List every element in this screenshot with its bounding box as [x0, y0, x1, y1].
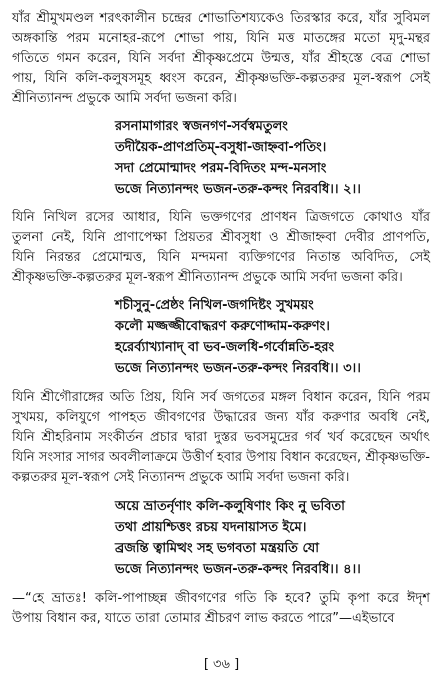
verse-line: ভজে নিত্যানন্দং ভজন-তরু-কন্দং নিরবধি।। ৩।। — [115, 361, 361, 376]
verse-line: কলৌ মজ্জজ্জীবোদ্ধরণ করুণোদ্দাম-করুণং। — [115, 319, 330, 334]
text-line: অঙ্গকান্তি পরম মনোহর-রূপে শোভা পায়, যিনি মত্ত মাতঙ্গের মতো মৃদু-মন্থর — [12, 31, 430, 46]
text-line: গতিতে গমন করেন, যিনি সর্বদা শ্রীকৃষ্ণপ্রেমে উন্মত্ত, যাঁর শ্রীহস্তে বেত্র শোভা — [12, 51, 430, 66]
verse-line: ভজে নিত্যানন্দং ভজন-তরু-কন্দং নিরবধি।। ২।। — [115, 182, 361, 197]
text-line: তুলনা নেই, যিনি প্রাণাপেক্ষা প্রিয়তর শ্রীবসুধা ও শ্রীজাহ্নবা দেবীর প্রাণপতি, — [12, 230, 430, 245]
text-line: সুখময়, কলিযুগে পাপহত জীবগণের উদ্ধারের জন্য যাঁর করুণার অবধি নেই, — [12, 410, 430, 425]
verse-line: ভজে নিত্যানন্দং ভজন-তরু-কন্দং নিরবধি।। ৪।। — [115, 562, 361, 577]
text-line: যাঁর শ্রীমুখমণ্ডল শরৎকালীন চন্দ্রের শোভাতিশয্যকেও তিরস্কার করে, যাঁর সুবিমল — [12, 11, 430, 26]
text-line: যিনি শ্রীগৌরাঙ্গের অতি প্রিয়, যিনি সর্ব জগতের মঙ্গল বিধান করেন, যিনি পরম — [12, 390, 430, 405]
verse-line: তদীয়ৈক-প্রাণপ্রতিম্-বসুধা-জাহ্নবা-পতিং। — [115, 140, 327, 155]
verse-line: অয়ে ভ্রাতর্নৃণাং কলি-কলুষিণাং কিং নু ভবিতা — [115, 499, 345, 514]
text-line: শ্রীনিত্যানন্দ প্রভুকে আমি সর্বদা ভজনা করি। — [12, 91, 237, 106]
text-line: কল্পতরুর মূল-স্বরূপ সেই নিত্যানন্দ প্রভুকে আমি সর্বদা ভজনা করি। — [12, 470, 350, 485]
verse-line: তথা প্রায়শ্চিত্তং রচয় যদনায়াসত ইমে। — [115, 520, 307, 535]
text-line: —“হে ভ্রাতঃ! কলি-পাপাচ্ছন্ন জীবগণের গতি কি হবে? তুমি কৃপা করে ঈদৃশ — [12, 591, 430, 606]
text-line: উপায় বিধান কর, যাতে তারা তোমার শ্রীচরণ লাভ করতে পারে”—এইভাবে — [12, 611, 395, 626]
page-number: [ ৩৬ ] — [203, 657, 240, 672]
text-line: যিনি নিখিল রসের আধার, যিনি ভক্তগণের প্রাণধন ত্রিজগতে কোথাও যাঁর — [12, 210, 430, 225]
text-line: যিনি নিরন্তর প্রেমোন্মত্ত, যিনি মন্দমনা ব্যক্তিগণের নিতান্ত অবিদিত, সেই — [12, 250, 430, 265]
verse-line: ব্রজন্তি ত্বামিত্থং সহ ভগবতা মন্ত্রয়তি যো — [115, 541, 319, 556]
verse-line: শচীসুনু-প্রেষ্ঠং নিখিল-জগদিষ্টং সুখময়ং — [115, 298, 314, 313]
verse-line: সদা প্রেমোন্মাদং পরম-বিদিতং মন্দ-মনসাং — [115, 161, 327, 176]
verse-line: হরের্ব্যাখ্যানাদ্ বা ভব-জলধি-গর্বোন্নতি-হরং — [115, 340, 335, 355]
verse-line: রসনামাগারং স্বজনগণ-সর্বস্বমতুলং — [115, 119, 288, 134]
text-line: শ্রীকৃষ্ণভক্তি-কল্পতরুর মূল-স্বরূপ শ্রীনিত্যানন্দ প্রভুকে আমি সর্বদা ভজনা করি। — [12, 270, 403, 285]
text-line: যিনি শ্রীহরিনাম সংকীর্তন প্রচার দ্বারা দুস্তর ভবসমুদ্রের গর্ব খর্ব করেছেন অর্থাৎ — [12, 430, 430, 445]
text-line: যিনি সংসার সাগর অবলীলাক্রমে উত্তীর্ণ হবার উপায় বিধান করেছেন, শ্রীকৃষ্ণভক্তি- — [12, 450, 430, 465]
text-line: পায়, যিনি কলি-কলুষসমূহ ধ্বংস করেন, শ্রীকৃষ্ণভক্তি-কল্পতরুর মূল-স্বরূপ সেই — [12, 71, 430, 86]
